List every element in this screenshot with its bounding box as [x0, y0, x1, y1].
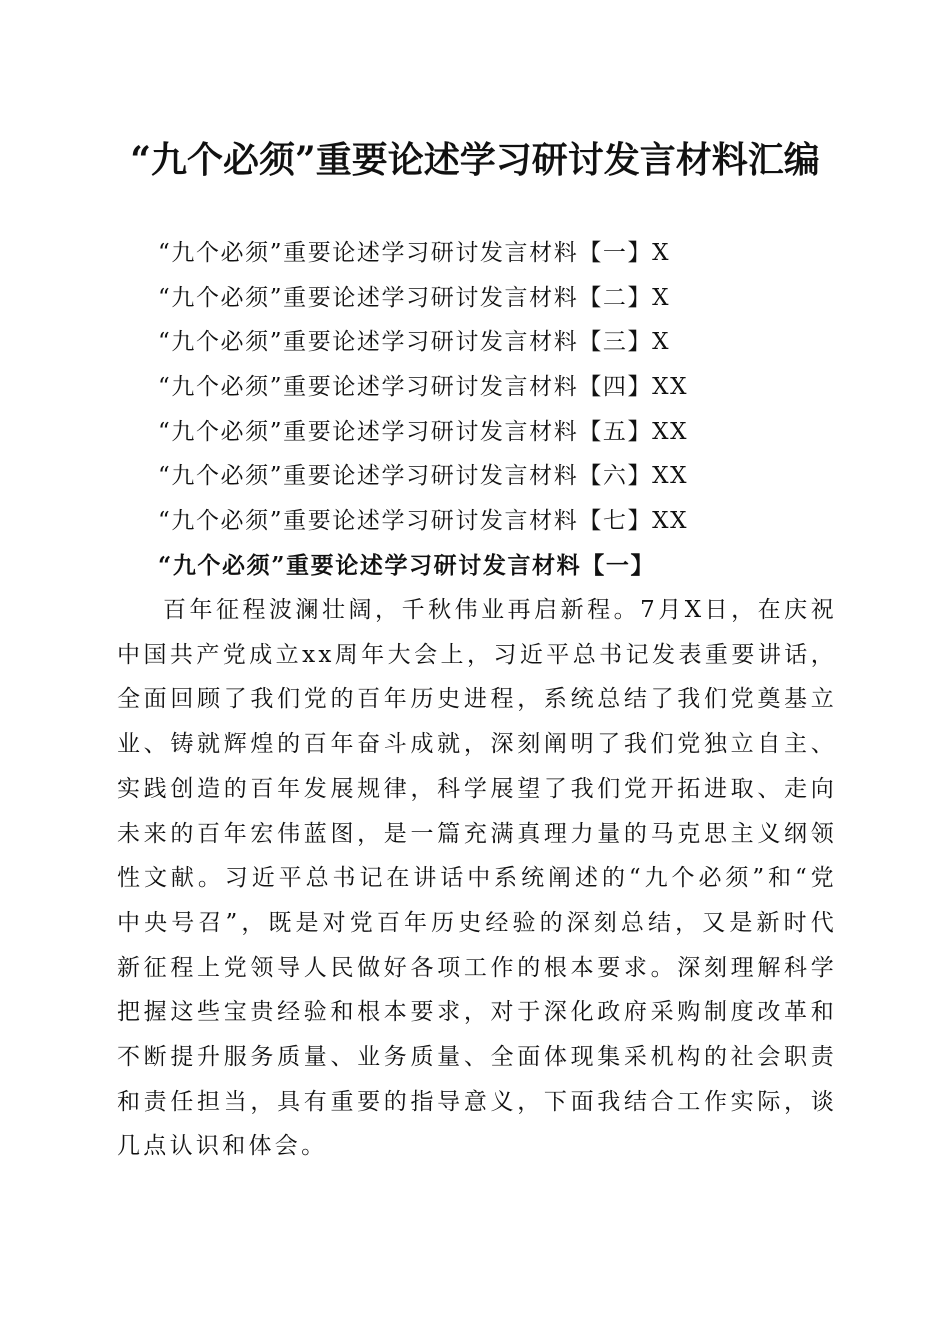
toc-item: “九个必须”重要论述学习研讨发言材料【一】X: [158, 240, 671, 266]
toc-item: “九个必须”重要论述学习研讨发言材料【三】X: [158, 329, 671, 356]
document-title: “九个必须”重要论述学习研讨发言材料汇编: [130, 139, 820, 181]
toc-item: “九个必须”重要论述学习研讨发言材料【六】XX: [158, 463, 689, 490]
toc-item: “九个必须”重要论述学习研讨发言材料【五】XX: [158, 418, 689, 445]
body-paragraph: 百年征程波澜壮阔，千秋伟业再启新程。7月X日，在庆祝中国共产党成立xx周年大会上，习近平总书记发表重要讲话，全面回顾了我们党的百年历史进程，系统总结了我们党奠基立业、铸就辉煌的百年奋斗成就，深刻阐明了我们党独立自主、实践创造的百年发展规律，科学展望了我们党开拓进取、走向未来的百年宏伟蓝图，是一篇充满真理力量的马克思主义纲领性文献。习近平总书记在讲话中系统阐述的“九个必须”和“党中央号召”，既是对党百年历史经验的深刻总结，又是新时代新征程上党领导人民做好各项工作的根本要求。深刻理解科学把握这些宝贵经验和根本要求，对于深化政府采购制度改革和不断提升服务质量、业务质量、全面体现集采机构的社会职责和责任担当，具有重要的指导意义，下面我结合工作实际，谈几点认识和体会。: [117, 597, 837, 1160]
toc-item: “九个必须”重要论述学习研讨发言材料【四】XX: [158, 374, 689, 401]
toc-item: “九个必须”重要论述学习研讨发言材料【二】X: [158, 284, 671, 311]
section-heading: “九个必须”重要论述学习研讨发言材料【一】: [158, 552, 656, 579]
toc-item: “九个必须”重要论述学习研讨发言材料【七】XX: [158, 508, 689, 535]
table-of-contents: [158, 231, 688, 544]
